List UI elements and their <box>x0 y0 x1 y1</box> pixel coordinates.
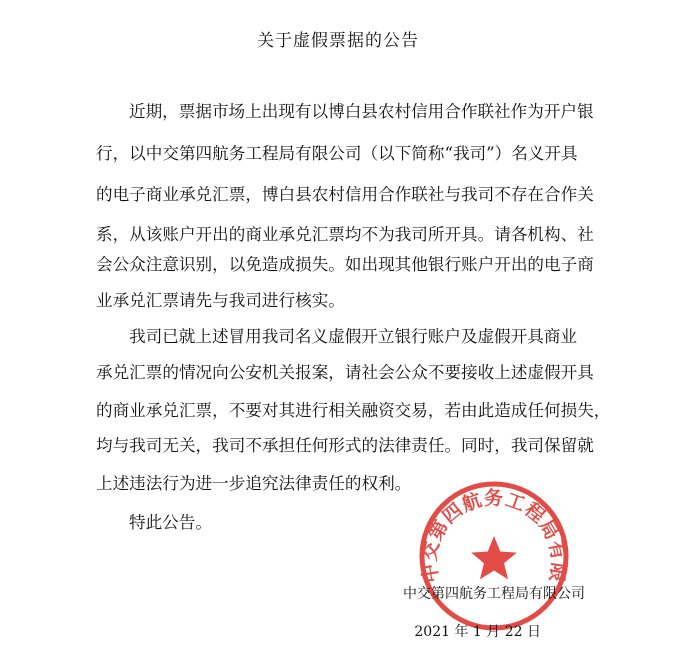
document-title: 关于虚假票据的公告 <box>257 31 419 51</box>
paragraph-2-line-2: 承兑汇票的情况向公安机关报案，请社会公众不要接收上述虚假开具 <box>96 363 594 382</box>
signature-date: 2021 年 1 月 22 日 <box>414 624 541 640</box>
paragraph-2-line-3: 的商业承兑汇票，不要对其进行相关融资交易，若由此造成任何损失， <box>96 401 611 420</box>
company-seal <box>418 480 570 632</box>
seal-text: 中交第四航务工程局有限 <box>418 487 570 585</box>
paragraph-1-line-4: 系，从该账户开出的商业承兑汇票均不为我司所开具。请各机构、社 <box>96 225 594 244</box>
closing-line: 特此公告。 <box>129 513 212 532</box>
paragraph-2-line-1: 我司已就上述冒用我司名义虚假开立银行账户及虚假开具商业 <box>129 327 578 346</box>
paragraph-1-line-6: 业承兑汇票请先与我司进行核实。 <box>96 291 345 310</box>
paragraph-1-line-5: 会公众注意识别，以免造成损失。如出现其他银行账户开出的电子商 <box>96 255 594 274</box>
paragraph-2-line-4: 均与我司无关，我司不承担任何形式的法律责任。同时，我司保留就 <box>96 436 594 455</box>
paragraph-1-line-3: 的电子商业承兑汇票，博白县农村信用合作联社与我司不存在合作关 <box>96 185 594 204</box>
paragraph-2-line-5: 上述违法行为进一步追究法律责任的权利。 <box>96 474 412 493</box>
signature-company: 中交第四航务工程局有限公司 <box>403 586 585 602</box>
paragraph-1-line-2: 行，以中交第四航务工程局有限公司（以下简称“我司”）名义开具 <box>96 144 578 163</box>
paragraph-1-line-1: 近期，票据市场上出现有以博白县农村信用合作联社作为开户银 <box>129 102 594 121</box>
